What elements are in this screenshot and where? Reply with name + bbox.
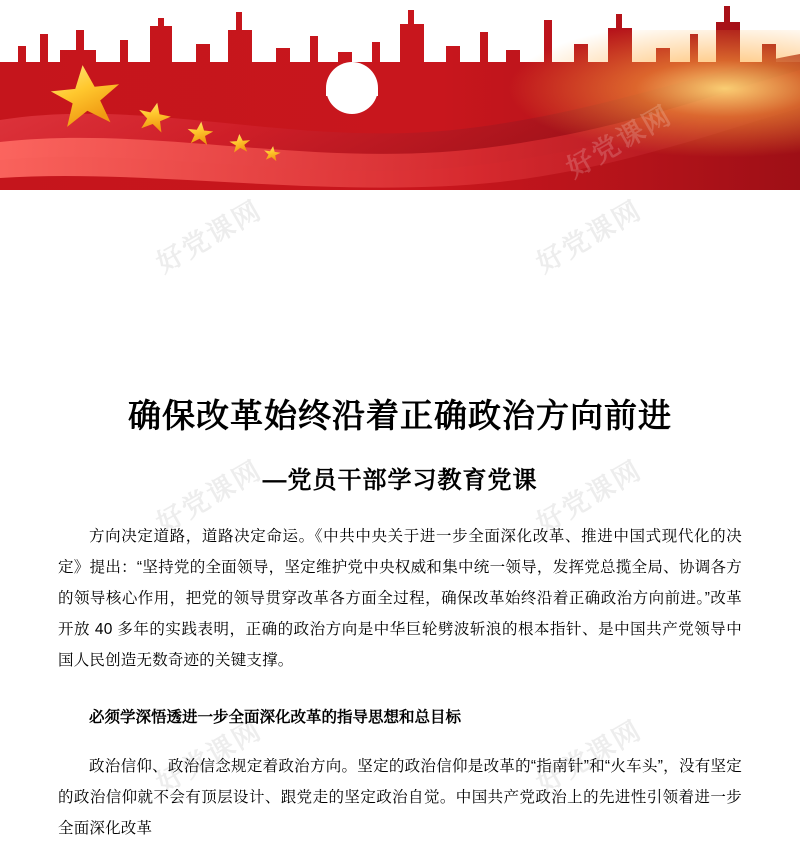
paragraph: 方向决定道路，道路决定命运。《中共中央关于进一步全面深化改革、推进中国式现代化的决定》提出：“坚持党的全面领导，坚定维护党中央权威和集中统一领导，发挥党总揽全局、协调各方的领导核心作用，把党的领导贯穿改革各方面全过程，确保改革始终沿着正确政治方向前进。”改革开放 40 多年的实践表明，正确的政治方向是中华巨轮劈波斩浪的根本指针、是中国共产党领导中国人民创造无数奇迹的关键支撑。	[58, 528, 742, 670]
star-small-3	[229, 133, 251, 153]
watermark: 好党课网	[531, 714, 647, 799]
watermark: 好党课网	[531, 454, 647, 539]
watermark: 好党课网	[151, 194, 267, 279]
section-heading: 必须学深悟透进一步全面深化改革的指导思想和总目标	[89, 709, 462, 727]
five-stars	[40, 58, 340, 168]
watermark: 好党课网	[151, 714, 267, 799]
star-small-2	[186, 120, 214, 145]
page-subtitle: —党员干部学习教育党课	[262, 467, 538, 495]
page-title: 确保改革始终沿着正确政治方向前进	[128, 397, 672, 434]
paragraph-last: 政治信仰、政治信念规定着政治方向。坚定的政治信仰是改革的“指南针”和“火车头”，没有坚定的政治信仰就不会有顶层设计、跟党走的坚定政治自觉。中国共产党政治上的先进性引领着进一步全面深化改革	[58, 758, 742, 838]
watermark: 好党课网	[531, 194, 647, 279]
watermark: 好党课网	[151, 454, 267, 539]
star-small-4	[263, 145, 281, 162]
document-body	[0, 395, 800, 844]
party-banner	[0, 0, 800, 190]
star-large	[48, 62, 123, 129]
star-small-1	[136, 99, 174, 133]
